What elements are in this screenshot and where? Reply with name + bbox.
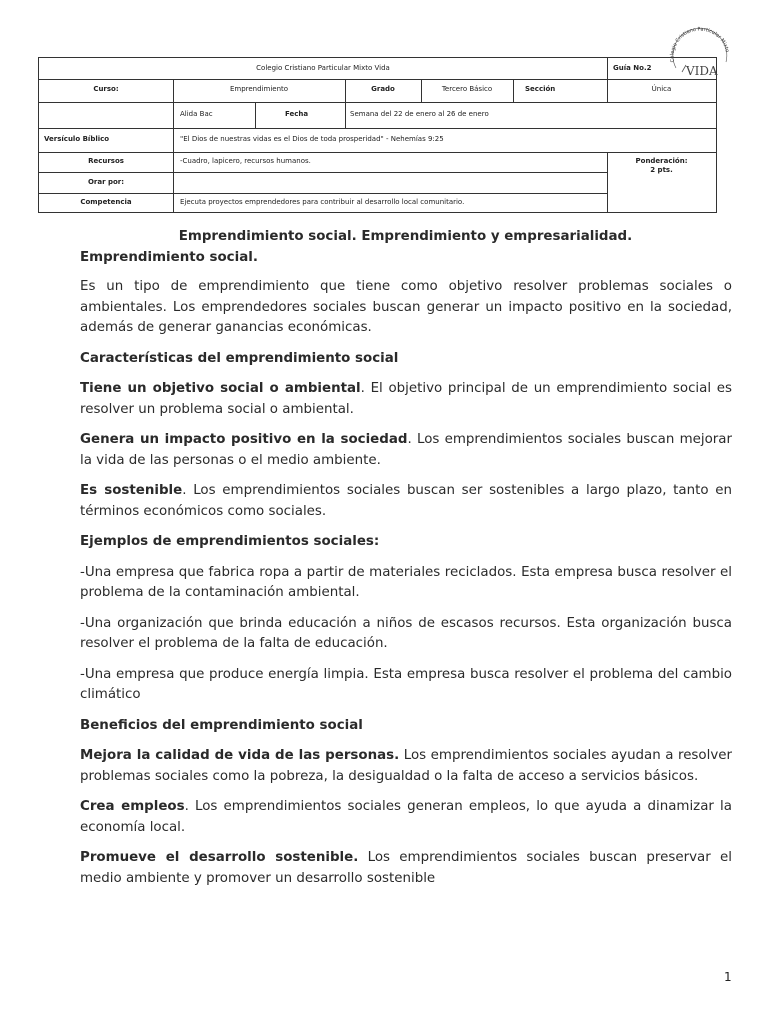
benefit-item: [80, 746, 732, 787]
benefits-heading: Beneficios del emprendimiento social: [80, 717, 363, 733]
table-rule: [39, 172, 607, 173]
header-table: [38, 57, 717, 213]
competence-label: Competencia: [80, 198, 132, 206]
weight-value: 2 pts.: [650, 166, 673, 174]
table-rule: [607, 58, 608, 79]
teacher-name: Alida Bac: [180, 110, 213, 118]
benefit-title: Promueve el desarrollo sostenible.: [80, 850, 359, 865]
benefit-text: Los emprendimientos sociales ayudan a resolver problemas sociales como la pobreza, la desigualdad o la falta de acceso a servicios básicos.: [80, 748, 732, 784]
logo-word: VIDA: [686, 64, 718, 78]
characteristic-title: Tiene un objetivo social o ambiental: [80, 381, 361, 396]
example-item: -Una empresa que fabrica ropa a partir de materiales reciclados. Esta empresa busca resolver el problema de la contaminación ambiental.: [80, 564, 732, 600]
document-body: [80, 227, 732, 889]
benefit-text: . Los emprendimientos sociales generan empleos, lo que ayuda a dinamizar la economía local.: [80, 799, 732, 835]
intro-paragraph: Es un tipo de emprendimiento que tiene como objetivo resolver problemas sociales o ambientales. Los emprendedores sociales buscan generar un impacto positivo en la sociedad, además de generar ganancias económicas.: [80, 279, 732, 335]
example-item: -Una empresa que produce energía limpia. Esta empresa busca resolver el problema del cambio climático: [80, 666, 732, 702]
characteristic-item: [80, 481, 732, 522]
page-number: 1: [724, 970, 732, 984]
benefit-text: Los emprendimientos sociales buscan preservar el medio ambiente y promover un desarrollo sostenible: [80, 850, 732, 886]
guide-number: Guía No.2: [613, 64, 652, 72]
table-rule: [255, 102, 256, 128]
date-label: Fecha: [285, 110, 309, 118]
weight-label: Ponderación:: [635, 157, 688, 165]
table-rule: [39, 193, 607, 194]
course-value: Emprendimiento: [229, 85, 289, 93]
verse-label: Versículo Bíblico: [44, 135, 110, 143]
document-title: Emprendimiento social. Emprendimiento y empresarialidad.: [178, 229, 633, 244]
benefit-item: [80, 848, 732, 889]
pray-label: Orar por:: [87, 178, 125, 186]
course-label: Curso:: [93, 85, 119, 93]
characteristic-text: . Los emprendimientos sociales buscan mejorar la vida de las personas o el medio ambiente.: [80, 432, 732, 468]
characteristic-title: Es sostenible: [80, 483, 183, 498]
resources-label: Recursos: [88, 157, 124, 165]
section-label: Sección: [525, 85, 556, 93]
date-value: Semana del 22 de enero al 26 de enero: [350, 110, 489, 118]
table-rule: [39, 102, 716, 103]
benefit-title: Mejora la calidad de vida de las personas.: [80, 748, 400, 763]
section-subtitle: Emprendimiento social.: [80, 249, 258, 265]
benefit-item: [80, 797, 732, 838]
table-rule: [39, 79, 716, 80]
table-rule: [39, 152, 716, 153]
table-rule: [173, 79, 174, 212]
benefit-title: Crea empleos: [80, 799, 185, 814]
characteristic-text: . El objetivo principal de un emprendimiento social es resolver un problema social o ambiental.: [80, 381, 732, 417]
school-logo-icon: [664, 22, 734, 84]
characteristic-text: . Los emprendimientos sociales buscan ser sostenibles a largo plazo, tanto en términos económicos como sociales.: [80, 483, 732, 519]
school-name: Colegio Cristiano Particular Mixto Vida: [256, 64, 390, 72]
section-value: Única: [651, 85, 672, 93]
logo-arc-text: Colegio Cristiano Particular Mixto: [669, 26, 731, 63]
resources-value: -Cuadro, lapicero, recursos humanos.: [180, 157, 311, 165]
characteristic-item: [80, 430, 732, 471]
characteristics-heading: Características del emprendimiento social: [80, 350, 399, 366]
example-item: -Una organización que brinda educación a niños de escasos recursos. Esta organización busca resolver el problema de la falta de educación.: [80, 615, 732, 651]
characteristic-item: [80, 379, 732, 420]
table-rule: [39, 128, 716, 129]
grade-label: Grado: [371, 85, 395, 93]
table-rule: [345, 102, 346, 128]
verse-value: "El Dios de nuestras vidas es el Dios de toda prosperidad" - Nehemías 9:25: [180, 135, 444, 143]
grade-value: Tercero Básico: [441, 85, 493, 93]
competence-value: Ejecuta proyectos emprendedores para contribuir al desarrollo local comunitario.: [180, 198, 465, 206]
characteristic-title: Genera un impacto positivo en la sociedad: [80, 432, 408, 447]
examples-heading: Ejemplos de emprendimientos sociales:: [80, 534, 380, 549]
